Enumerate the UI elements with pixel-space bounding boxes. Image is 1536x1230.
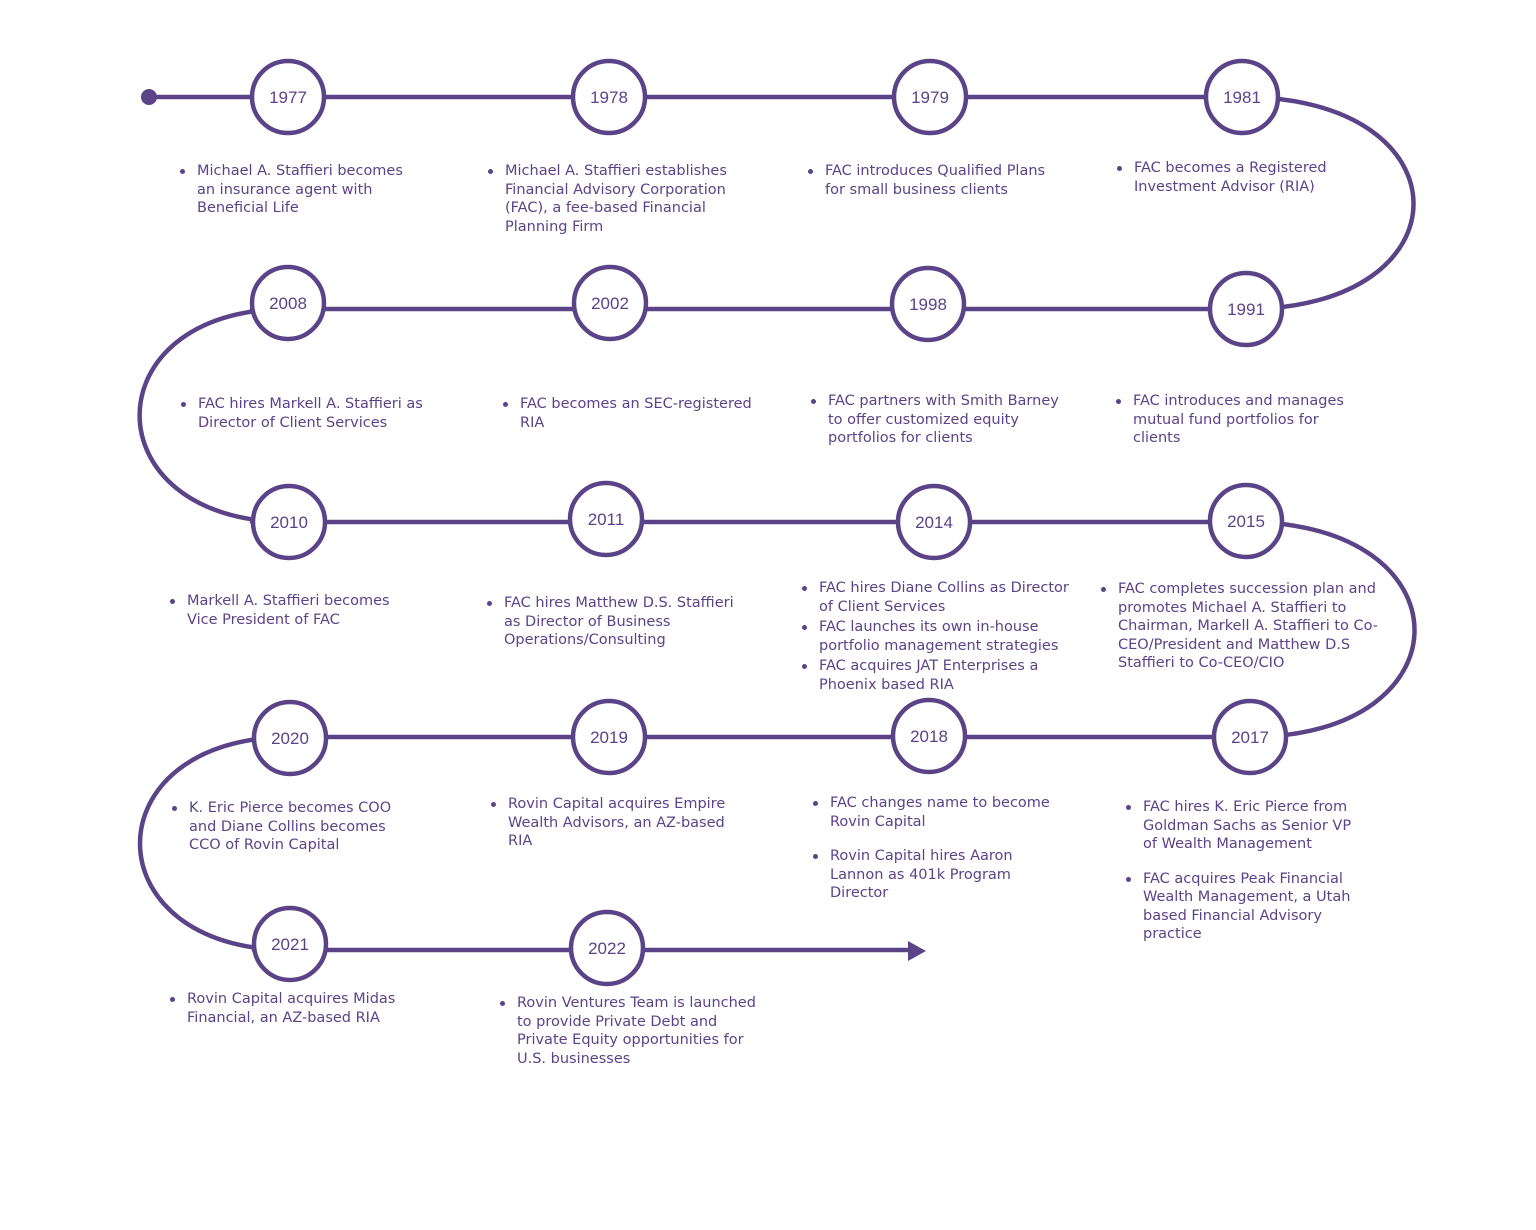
milestone-event-item: FAC acquires Peak Financial Wealth Management, a Utah based Financial Advisory practice — [1126, 870, 1366, 944]
milestone-event-item: FAC introduces Qualified Plans for small business clients — [808, 162, 1058, 199]
timeline-turn-arc-1 — [1242, 97, 1414, 309]
milestone-year: 2021 — [271, 935, 309, 954]
milestone-events — [500, 994, 770, 1068]
milestone-year: 2014 — [915, 513, 953, 532]
timeline-end-arrow-icon — [908, 941, 926, 961]
milestone-events — [488, 162, 748, 236]
milestone-node — [570, 483, 642, 555]
milestone-year: 2017 — [1231, 728, 1269, 747]
milestone-year: 2018 — [910, 727, 948, 746]
milestone-year: 1978 — [590, 88, 628, 107]
milestone-node — [254, 702, 326, 774]
milestone-year: 2022 — [588, 939, 626, 958]
milestone-events — [503, 395, 763, 432]
milestone-events — [1101, 580, 1391, 673]
milestone-node — [892, 268, 964, 340]
milestone-year: 2008 — [269, 294, 307, 313]
milestone-event-item: FAC launches its own in-house portfolio management strategies — [802, 618, 1082, 655]
milestone-event-item: Michael A. Staffieri becomes an insurance agent with Beneficial Life — [180, 162, 420, 218]
milestone-year: 2010 — [270, 513, 308, 532]
milestone-events — [808, 162, 1058, 199]
milestone-node — [898, 486, 970, 558]
milestone-node — [574, 267, 646, 339]
milestone-event-item: FAC completes succession plan and promotes Michael A. Staffieri to Chairman, Markell A. Staffieri to Co-CEO/President and Matthew D.S Staffieri to Co-CEO/CIO — [1101, 580, 1391, 673]
milestone-node — [1206, 61, 1278, 133]
milestone-event-item: Michael A. Staffieri establishes Financial Advisory Corporation (FAC), a fee-based Financial Planning Firm — [488, 162, 748, 236]
milestone-node — [1210, 273, 1282, 345]
milestone-year: 2011 — [587, 510, 625, 529]
milestone-node — [571, 912, 643, 984]
milestone-events — [170, 592, 410, 629]
milestone-event-item: Markell A. Staffieri becomes Vice President of FAC — [170, 592, 410, 629]
milestone-node — [1210, 485, 1282, 557]
milestone-year: 1991 — [1227, 300, 1265, 319]
milestone-events — [180, 162, 420, 218]
milestone-event-item: Rovin Ventures Team is launched to provide Private Debt and Private Equity opportunities for U.S. businesses — [500, 994, 770, 1068]
milestone-node — [254, 908, 326, 980]
milestone-year: 1998 — [909, 295, 947, 314]
milestone-year: 2002 — [591, 294, 629, 313]
milestone-year: 1977 — [269, 88, 307, 107]
milestone-event-item: FAC hires Markell A. Staffieri as Director of Client Services — [181, 395, 441, 432]
milestone-event-item: Rovin Capital acquires Midas Financial, an AZ-based RIA — [170, 990, 420, 1027]
milestone-event-item: FAC partners with Smith Barney to offer customized equity portfolios for clients — [811, 392, 1076, 448]
milestone-year: 2020 — [271, 729, 309, 748]
milestone-events — [1117, 159, 1347, 196]
milestone-node — [894, 61, 966, 133]
milestone-event-item: FAC acquires JAT Enterprises a Phoenix based RIA — [802, 657, 1082, 694]
milestone-event-item: K. Eric Pierce becomes COO and Diane Collins becomes CCO of Rovin Capital — [172, 799, 412, 855]
milestone-event-item: FAC hires Diane Collins as Director of Client Services — [802, 579, 1082, 616]
milestone-event-item: FAC changes name to become Rovin Capital — [813, 794, 1063, 831]
milestone-events — [181, 395, 441, 432]
milestone-events — [487, 594, 747, 650]
milestone-event-item: FAC becomes an SEC-registered RIA — [503, 395, 763, 432]
milestone-events — [172, 799, 412, 855]
milestone-year: 1981 — [1223, 88, 1261, 107]
milestone-events — [170, 990, 420, 1027]
milestone-node — [252, 61, 324, 133]
milestone-event-item: FAC becomes a Registered Investment Advisor (RIA) — [1117, 159, 1347, 196]
milestone-events — [811, 392, 1076, 448]
milestone-node — [893, 700, 965, 772]
milestone-node — [252, 267, 324, 339]
milestone-node — [253, 486, 325, 558]
milestone-event-item: FAC hires Matthew D.S. Staffieri as Director of Business Operations/Consulting — [487, 594, 747, 650]
milestone-events — [491, 795, 731, 851]
milestone-event-item: FAC introduces and manages mutual fund portfolios for clients — [1116, 392, 1366, 448]
milestone-node — [573, 61, 645, 133]
milestone-year: 1979 — [911, 88, 949, 107]
milestone-events — [1126, 798, 1366, 944]
milestone-node — [1214, 701, 1286, 773]
milestone-event-item: Rovin Capital acquires Empire Wealth Advisors, an AZ-based RIA — [491, 795, 731, 851]
milestone-year: 2019 — [590, 728, 628, 747]
milestone-event-item: Rovin Capital hires Aaron Lannon as 401k Program Director — [813, 847, 1063, 903]
milestone-year: 2015 — [1227, 512, 1265, 531]
milestone-events — [1116, 392, 1366, 448]
milestone-node — [573, 701, 645, 773]
milestone-events — [802, 579, 1082, 694]
milestone-events — [813, 794, 1063, 903]
milestone-event-item: FAC hires K. Eric Pierce from Goldman Sachs as Senior VP of Wealth Management — [1126, 798, 1366, 854]
